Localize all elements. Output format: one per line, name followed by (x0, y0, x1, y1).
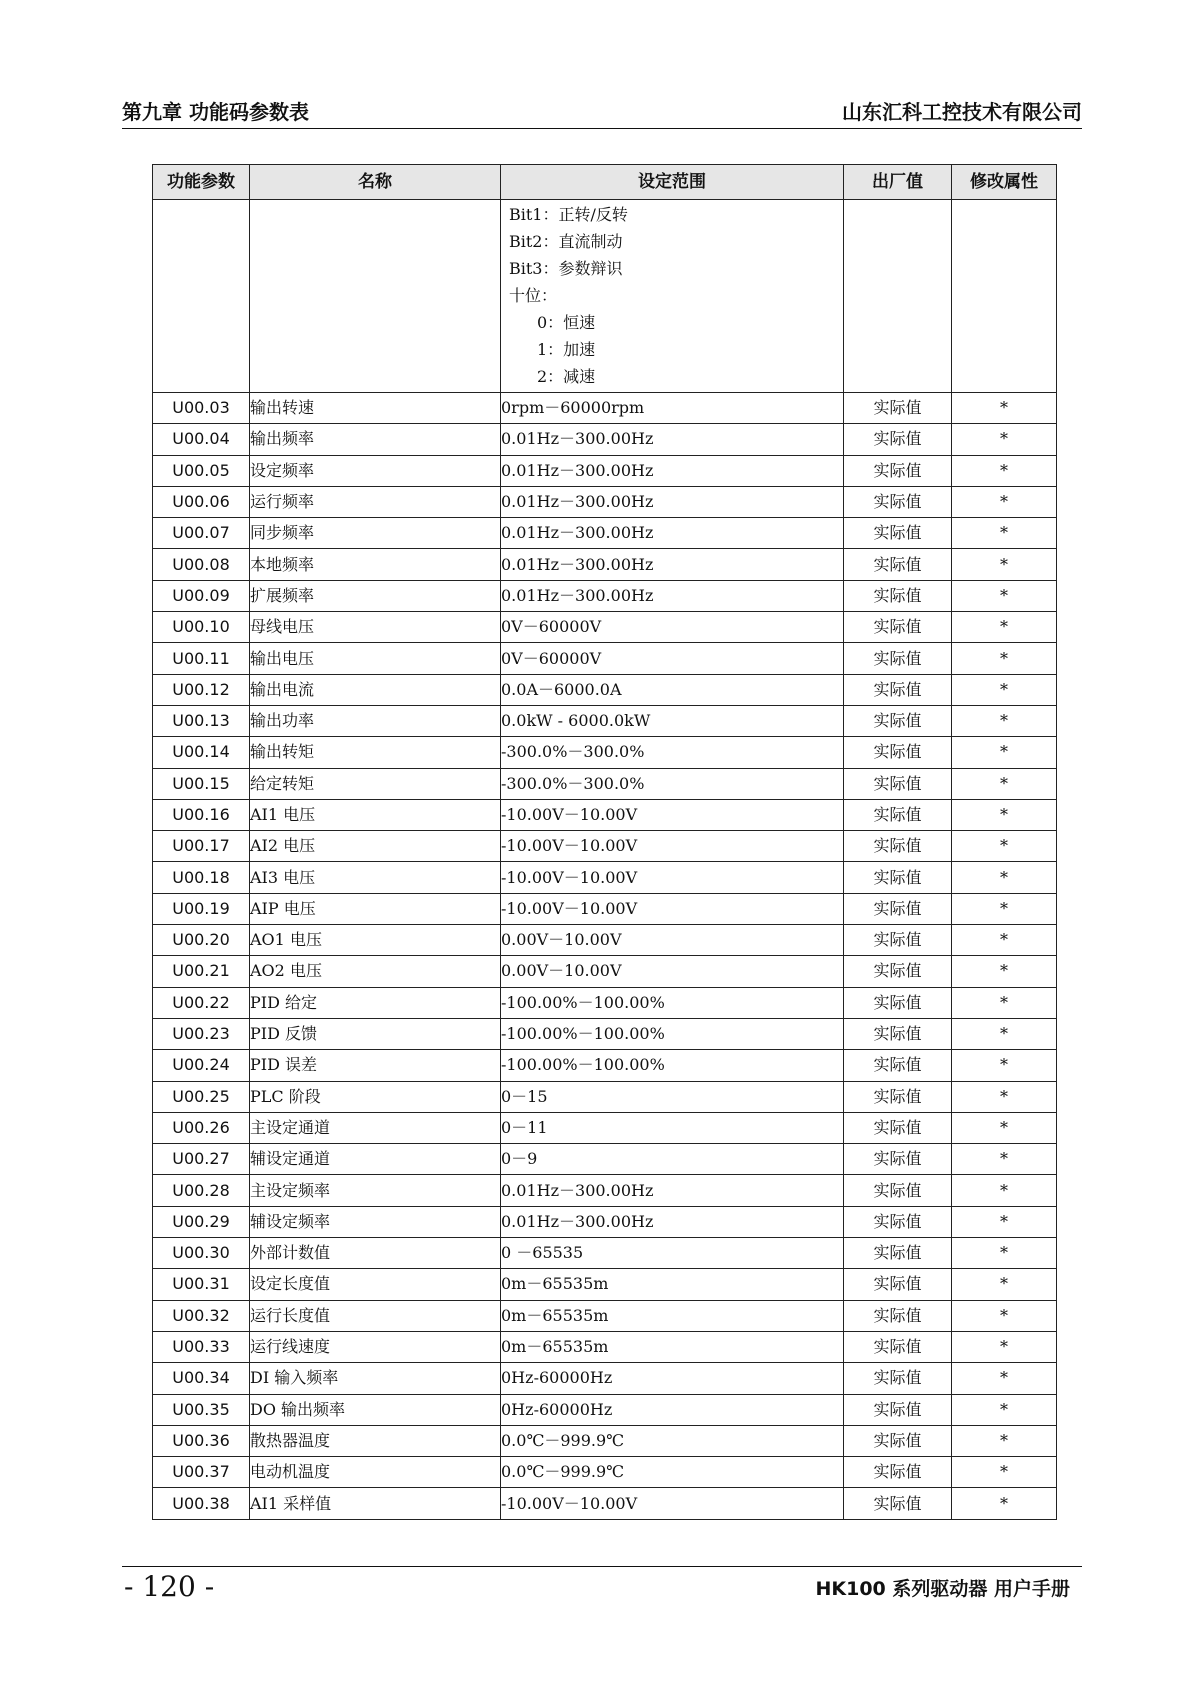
param-attr-cell: * (952, 1238, 1057, 1269)
param-default-cell: 实际值 (844, 393, 952, 424)
table-row (153, 893, 1057, 924)
param-name-cell: PID 误差 (250, 1050, 501, 1081)
continuation-line: Bit3：参数辩识 (509, 259, 623, 278)
param-default-cell: 实际值 (844, 1144, 952, 1175)
param-name-cell: AI1 采样值 (250, 1488, 501, 1519)
table-row (153, 799, 1057, 830)
param-default-cell: 实际值 (844, 1112, 952, 1143)
param-name-cell: 同步频率 (250, 518, 501, 549)
param-name-cell: 输出电流 (250, 674, 501, 705)
param-attr-cell: * (952, 612, 1057, 643)
param-attr-cell: * (952, 518, 1057, 549)
continuation-line: 2：减速 (537, 367, 596, 386)
param-name-cell: 电动机温度 (250, 1457, 501, 1488)
col-header-range: 设定范围 (501, 165, 844, 200)
table-row (153, 549, 1057, 580)
param-name-cell: 输出转矩 (250, 737, 501, 768)
param-range-cell: 0.01Hz－300.00Hz (501, 455, 844, 486)
param-code-cell: U00.13 (153, 705, 250, 736)
param-attr-cell: * (952, 1050, 1057, 1081)
table-row (153, 956, 1057, 987)
param-code-cell: U00.05 (153, 455, 250, 486)
company-name: 山东汇科工控技术有限公司 (842, 100, 1082, 124)
param-default-cell: 实际值 (844, 1457, 952, 1488)
table-row (153, 1018, 1057, 1049)
param-default-cell: 实际值 (844, 1488, 952, 1519)
param-code-cell: U00.09 (153, 580, 250, 611)
param-range-cell: -300.0%－300.0% (501, 737, 844, 768)
param-range-cell: 0.01Hz－300.00Hz (501, 1175, 844, 1206)
param-range-cell: 0m－65535m (501, 1269, 844, 1300)
table-row (153, 831, 1057, 862)
param-default-cell: 实际值 (844, 862, 952, 893)
table-row (153, 925, 1057, 956)
param-name-cell: PID 给定 (250, 987, 501, 1018)
param-range-cell: -10.00V－10.00V (501, 893, 844, 924)
param-name-cell: 扩展频率 (250, 580, 501, 611)
param-name-cell: 运行线速度 (250, 1331, 501, 1362)
param-code-cell: U00.10 (153, 612, 250, 643)
continuation-lines (501, 200, 843, 392)
table-row (153, 1331, 1057, 1362)
param-attr-cell: * (952, 862, 1057, 893)
param-attr-cell: * (952, 580, 1057, 611)
continuation-default-cell (844, 200, 952, 393)
param-attr-cell: * (952, 1488, 1057, 1519)
param-range-cell: 0.01Hz－300.00Hz (501, 580, 844, 611)
param-name-cell: 运行频率 (250, 486, 501, 517)
param-range-cell: 0Hz-60000Hz (501, 1394, 844, 1425)
param-code-cell: U00.23 (153, 1018, 250, 1049)
param-attr-cell: * (952, 1175, 1057, 1206)
param-code-cell: U00.32 (153, 1300, 250, 1331)
param-name-cell: PLC 阶段 (250, 1081, 501, 1112)
param-default-cell: 实际值 (844, 893, 952, 924)
param-code-cell: U00.33 (153, 1331, 250, 1362)
table-header-row (153, 165, 1057, 200)
param-attr-cell: * (952, 925, 1057, 956)
param-code-cell: U00.19 (153, 893, 250, 924)
parameter-table (152, 164, 1057, 1520)
param-name-cell: 主设定频率 (250, 1175, 501, 1206)
param-range-cell: 0.01Hz－300.00Hz (501, 424, 844, 455)
param-attr-cell: * (952, 486, 1057, 517)
param-range-cell: 0.0℃－999.9℃ (501, 1457, 844, 1488)
param-range-cell: 0.0A－6000.0A (501, 674, 844, 705)
param-code-cell: U00.28 (153, 1175, 250, 1206)
param-name-cell: AI1 电压 (250, 799, 501, 830)
param-code-cell: U00.31 (153, 1269, 250, 1300)
param-default-cell: 实际值 (844, 831, 952, 862)
param-default-cell: 实际值 (844, 486, 952, 517)
param-code-cell: U00.29 (153, 1206, 250, 1237)
continuation-line: 0：恒速 (537, 313, 596, 332)
param-code-cell: U00.08 (153, 549, 250, 580)
table-row (153, 1175, 1057, 1206)
param-name-cell: 散热器温度 (250, 1425, 501, 1456)
param-range-cell: 0.01Hz－300.00Hz (501, 1206, 844, 1237)
table-row (153, 705, 1057, 736)
param-default-cell: 实际值 (844, 1331, 952, 1362)
param-attr-cell: * (952, 956, 1057, 987)
param-range-cell: -10.00V－10.00V (501, 1488, 844, 1519)
param-default-cell: 实际值 (844, 1081, 952, 1112)
continuation-attr-cell (952, 200, 1057, 393)
param-attr-cell: * (952, 1300, 1057, 1331)
param-name-cell: 输出电压 (250, 643, 501, 674)
param-range-cell: 0.01Hz－300.00Hz (501, 486, 844, 517)
param-attr-cell: * (952, 705, 1057, 736)
param-code-cell: U00.37 (153, 1457, 250, 1488)
continuation-line: Bit2：直流制动 (509, 232, 623, 251)
continuation-code-cell (153, 200, 250, 393)
param-range-cell: 0.01Hz－300.00Hz (501, 518, 844, 549)
param-default-cell: 实际值 (844, 737, 952, 768)
param-range-cell: 0 －65535 (501, 1238, 844, 1269)
param-default-cell: 实际值 (844, 705, 952, 736)
param-name-cell: PID 反馈 (250, 1018, 501, 1049)
param-code-cell: U00.20 (153, 925, 250, 956)
param-range-cell: 0－11 (501, 1112, 844, 1143)
table-row (153, 1238, 1057, 1269)
table-row (153, 1112, 1057, 1143)
table-row (153, 1206, 1057, 1237)
param-attr-cell: * (952, 893, 1057, 924)
param-code-cell: U00.24 (153, 1050, 250, 1081)
param-code-cell: U00.04 (153, 424, 250, 455)
param-attr-cell: * (952, 1018, 1057, 1049)
param-attr-cell: * (952, 1331, 1057, 1362)
param-attr-cell: * (952, 1206, 1057, 1237)
table-row (153, 987, 1057, 1018)
param-attr-cell: * (952, 1363, 1057, 1394)
param-name-cell: AI3 电压 (250, 862, 501, 893)
param-code-cell: U00.14 (153, 737, 250, 768)
param-name-cell: 输出频率 (250, 424, 501, 455)
param-default-cell: 实际值 (844, 612, 952, 643)
param-range-cell: -10.00V－10.00V (501, 799, 844, 830)
param-range-cell: -100.00%－100.00% (501, 987, 844, 1018)
table-row (153, 455, 1057, 486)
param-attr-cell: * (952, 455, 1057, 486)
param-code-cell: U00.17 (153, 831, 250, 862)
param-name-cell: 母线电压 (250, 612, 501, 643)
param-code-cell: U00.03 (153, 393, 250, 424)
table-row (153, 424, 1057, 455)
table-row (153, 862, 1057, 893)
header-rule (122, 128, 1082, 129)
param-default-cell: 实际值 (844, 455, 952, 486)
param-default-cell: 实际值 (844, 643, 952, 674)
param-attr-cell: * (952, 799, 1057, 830)
table-row (153, 1363, 1057, 1394)
param-default-cell: 实际值 (844, 956, 952, 987)
param-code-cell: U00.16 (153, 799, 250, 830)
page-number: - 120 - (124, 1570, 215, 1603)
param-attr-cell: * (952, 549, 1057, 580)
param-attr-cell: * (952, 393, 1057, 424)
table-row (153, 1394, 1057, 1425)
param-code-cell: U00.18 (153, 862, 250, 893)
param-attr-cell: * (952, 1081, 1057, 1112)
param-code-cell: U00.07 (153, 518, 250, 549)
manual-title: HK100 系列驱动器 用户手册 (815, 1578, 1070, 1600)
param-range-cell: 0－9 (501, 1144, 844, 1175)
param-code-cell: U00.27 (153, 1144, 250, 1175)
table-row (153, 518, 1057, 549)
param-default-cell: 实际值 (844, 1269, 952, 1300)
table-row (153, 737, 1057, 768)
param-name-cell: 外部计数值 (250, 1238, 501, 1269)
param-attr-cell: * (952, 1394, 1057, 1425)
param-default-cell: 实际值 (844, 925, 952, 956)
param-default-cell: 实际值 (844, 1425, 952, 1456)
param-code-cell: U00.30 (153, 1238, 250, 1269)
param-range-cell: 0.00V－10.00V (501, 956, 844, 987)
param-default-cell: 实际值 (844, 518, 952, 549)
param-default-cell: 实际值 (844, 674, 952, 705)
param-default-cell: 实际值 (844, 799, 952, 830)
table-row (153, 1050, 1057, 1081)
param-range-cell: -10.00V－10.00V (501, 862, 844, 893)
param-range-cell: 0rpm－60000rpm (501, 393, 844, 424)
table-row (153, 1081, 1057, 1112)
param-range-cell: 0V－60000V (501, 643, 844, 674)
table-row (153, 1144, 1057, 1175)
param-name-cell: 输出功率 (250, 705, 501, 736)
param-name-cell: 辅设定频率 (250, 1206, 501, 1237)
col-header-name: 名称 (250, 165, 501, 200)
param-attr-cell: * (952, 674, 1057, 705)
param-attr-cell: * (952, 831, 1057, 862)
table-row (153, 612, 1057, 643)
param-name-cell: 给定转矩 (250, 768, 501, 799)
param-range-cell: 0.0kW - 6000.0kW (501, 705, 844, 736)
param-name-cell: 辅设定通道 (250, 1144, 501, 1175)
param-name-cell: 输出转速 (250, 393, 501, 424)
param-name-cell: DO 输出频率 (250, 1394, 501, 1425)
continuation-line: 1：加速 (537, 340, 596, 359)
param-code-cell: U00.25 (153, 1081, 250, 1112)
param-name-cell: 主设定通道 (250, 1112, 501, 1143)
table-row (153, 393, 1057, 424)
param-default-cell: 实际值 (844, 424, 952, 455)
param-name-cell: DI 输入频率 (250, 1363, 501, 1394)
param-default-cell: 实际值 (844, 1206, 952, 1237)
param-attr-cell: * (952, 1457, 1057, 1488)
param-code-cell: U00.22 (153, 987, 250, 1018)
param-range-cell: 0V－60000V (501, 612, 844, 643)
param-default-cell: 实际值 (844, 580, 952, 611)
param-name-cell: AI2 电压 (250, 831, 501, 862)
param-name-cell: 设定频率 (250, 455, 501, 486)
param-name-cell: 运行长度值 (250, 1300, 501, 1331)
param-range-cell: 0.00V－10.00V (501, 925, 844, 956)
table-row (153, 1300, 1057, 1331)
continuation-line: Bit1：正转/反转 (509, 205, 628, 224)
param-attr-cell: * (952, 768, 1057, 799)
param-attr-cell: * (952, 737, 1057, 768)
param-code-cell: U00.36 (153, 1425, 250, 1456)
param-attr-cell: * (952, 1269, 1057, 1300)
param-range-cell: -100.00%－100.00% (501, 1050, 844, 1081)
col-header-attr: 修改属性 (952, 165, 1057, 200)
param-default-cell: 实际值 (844, 768, 952, 799)
continuation-range-cell (501, 200, 844, 393)
footer-rule (122, 1566, 1082, 1567)
param-name-cell: 本地频率 (250, 549, 501, 580)
param-attr-cell: * (952, 1425, 1057, 1456)
param-attr-cell: * (952, 987, 1057, 1018)
col-header-default: 出厂值 (844, 165, 952, 200)
table-row (153, 1488, 1057, 1519)
param-code-cell: U00.15 (153, 768, 250, 799)
table-row (153, 1269, 1057, 1300)
param-default-cell: 实际值 (844, 1238, 952, 1269)
table-row (153, 674, 1057, 705)
param-name-cell: AO2 电压 (250, 956, 501, 987)
param-default-cell: 实际值 (844, 987, 952, 1018)
param-name-cell: 设定长度值 (250, 1269, 501, 1300)
param-range-cell: 0－15 (501, 1081, 844, 1112)
param-code-cell: U00.34 (153, 1363, 250, 1394)
param-range-cell: 0m－65535m (501, 1331, 844, 1362)
param-default-cell: 实际值 (844, 1018, 952, 1049)
table-row (153, 768, 1057, 799)
continuation-name-cell (250, 200, 501, 393)
param-range-cell: 0m－65535m (501, 1300, 844, 1331)
param-default-cell: 实际值 (844, 1363, 952, 1394)
table-row (153, 486, 1057, 517)
col-header-code: 功能参数 (153, 165, 250, 200)
param-code-cell: U00.21 (153, 956, 250, 987)
continuation-line: 十位： (509, 286, 558, 305)
param-name-cell: AIP 电压 (250, 893, 501, 924)
param-range-cell: -10.00V－10.00V (501, 831, 844, 862)
param-default-cell: 实际值 (844, 1050, 952, 1081)
param-default-cell: 实际值 (844, 1175, 952, 1206)
table-row (153, 643, 1057, 674)
param-attr-cell: * (952, 643, 1057, 674)
param-code-cell: U00.12 (153, 674, 250, 705)
param-default-cell: 实际值 (844, 549, 952, 580)
param-range-cell: 0.01Hz－300.00Hz (501, 549, 844, 580)
continuation-row (153, 200, 1057, 393)
chapter-title: 第九章 功能码参数表 (122, 100, 309, 124)
param-attr-cell: * (952, 424, 1057, 455)
param-range-cell: 0Hz-60000Hz (501, 1363, 844, 1394)
param-range-cell: 0.0℃－999.9℃ (501, 1425, 844, 1456)
param-code-cell: U00.35 (153, 1394, 250, 1425)
table-row (153, 1425, 1057, 1456)
param-code-cell: U00.38 (153, 1488, 250, 1519)
param-range-cell: -100.00%－100.00% (501, 1018, 844, 1049)
table-row (153, 580, 1057, 611)
param-code-cell: U00.26 (153, 1112, 250, 1143)
table-row (153, 1457, 1057, 1488)
param-attr-cell: * (952, 1144, 1057, 1175)
param-default-cell: 实际值 (844, 1394, 952, 1425)
param-name-cell: AO1 电压 (250, 925, 501, 956)
param-code-cell: U00.11 (153, 643, 250, 674)
param-range-cell: -300.0%－300.0% (501, 768, 844, 799)
param-default-cell: 实际值 (844, 1300, 952, 1331)
param-code-cell: U00.06 (153, 486, 250, 517)
param-attr-cell: * (952, 1112, 1057, 1143)
